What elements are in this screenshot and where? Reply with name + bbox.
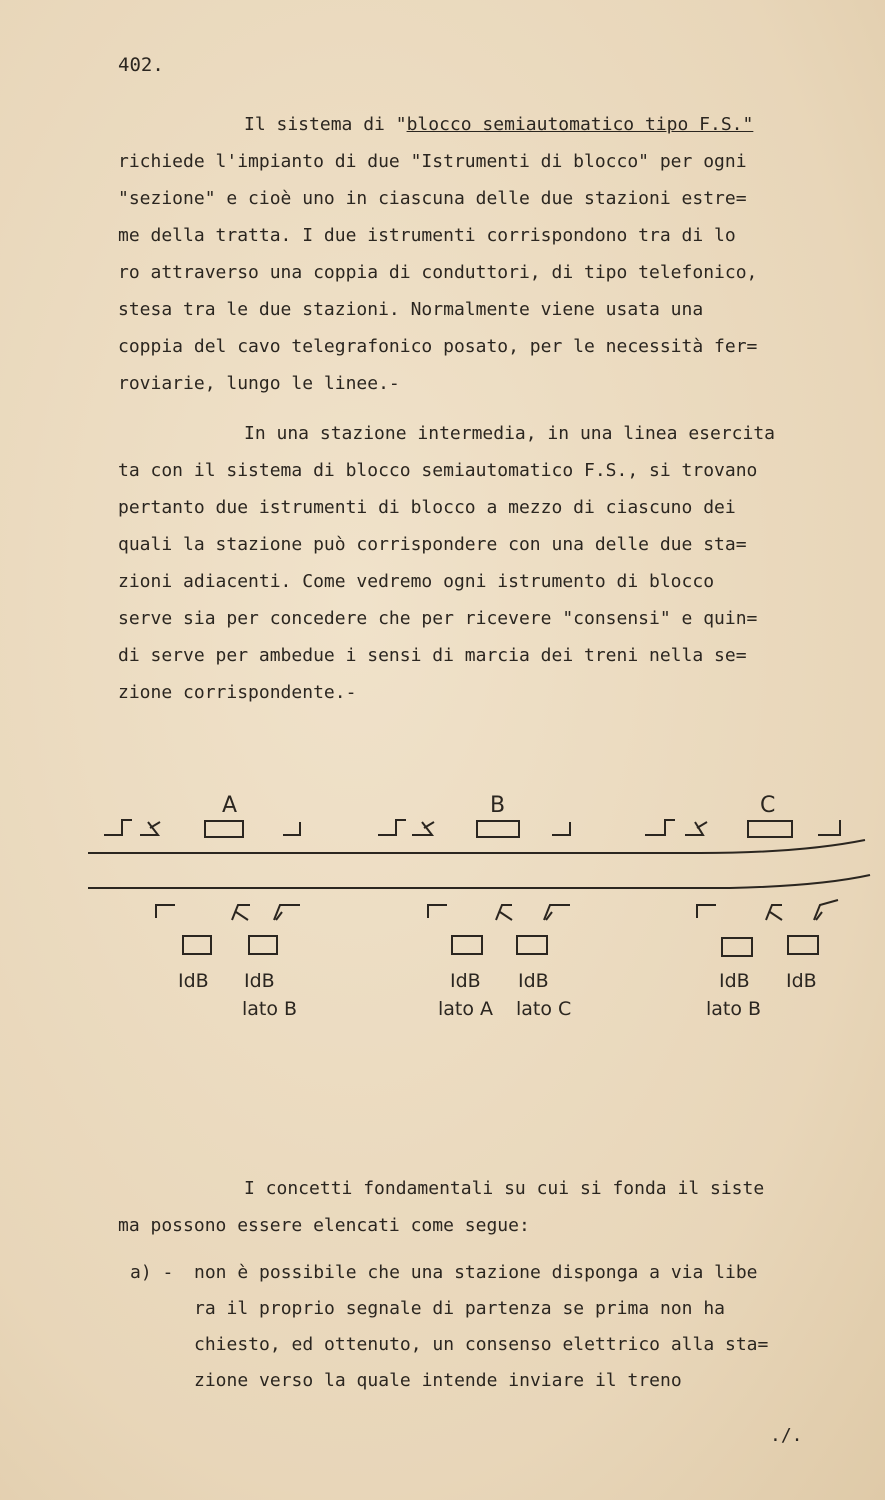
paragraph-line: ta con il sistema di blocco semiautomatico F.S., si trovano (118, 460, 758, 481)
paragraph-line: serve sia per concedere che per ricevere "consensi" e quin= (118, 608, 758, 629)
idb-label: IdB (786, 970, 817, 992)
underlined-title: blocco semiautomatico tipo F.S." (406, 114, 754, 135)
idb-label: IdB (518, 970, 549, 992)
paragraph-line: pertanto due istrumenti di blocco a mezzo di ciascuno dei (118, 497, 736, 518)
paragraph-line: ro attraverso una coppia di conduttori, di tipo telefonico, (118, 262, 758, 283)
idb-label: IdB (450, 970, 481, 992)
station-label-a: A (222, 793, 238, 818)
paragraph-line: ma possono essere elencati come segue: (118, 1215, 530, 1236)
page-number: 402. (118, 54, 164, 76)
paragraph-line: chiesto, ed ottenuto, un consenso elettrico alla sta= (194, 1334, 769, 1355)
station-a-lower-signals (156, 905, 300, 954)
paragraph-line: non è possibile che una stazione disponga a via libe (194, 1262, 758, 1283)
block-instrument-b-left (452, 936, 482, 954)
block-instrument-c-right (788, 936, 818, 954)
side-label: lato C (516, 998, 572, 1020)
block-system-diagram (0, 780, 885, 1040)
paragraph-block-system (118, 106, 858, 402)
station-c-upper-signals (645, 820, 840, 837)
idb-label: IdB (178, 970, 209, 992)
side-label: lato B (706, 998, 762, 1020)
side-label: lato A (438, 998, 494, 1020)
block-instrument-a-left (183, 936, 211, 954)
paragraph-line (118, 106, 858, 143)
text-fragment: Il sistema di " (244, 114, 407, 135)
paragraph-concepts (118, 1170, 858, 1244)
block-instrument-c-left (722, 938, 752, 956)
paragraph-line: "sezione" e cioè uno in ciascuna delle due stazioni estre= (118, 188, 747, 209)
station-a-upper-signals (104, 820, 300, 837)
station-label-b: B (490, 793, 506, 818)
paragraph-line: roviarie, lungo le linee.- (118, 373, 400, 394)
paragraph-line: zione corrispondente.- (118, 682, 357, 703)
track-line-upper (88, 840, 865, 853)
paragraph-line: zione verso la quale intende inviare il treno (194, 1370, 682, 1391)
paragraph-line: richiede l'impianto di due "Istrumenti di blocco" per ogni (118, 151, 747, 172)
paragraph-line: zioni adiacenti. Come vedremo ogni istrumento di blocco (118, 571, 715, 592)
station-b-lower-signals (428, 905, 570, 954)
station-label-c: C (760, 793, 776, 818)
paragraph-line: In una stazione intermedia, in una linea esercita (244, 423, 776, 444)
idb-label: IdB (719, 970, 750, 992)
paragraph-line: me della tratta. I due istrumenti corrispondono tra di lo (118, 225, 736, 246)
paragraph-line: I concetti fondamentali su cui si fonda il siste (244, 1178, 765, 1199)
list-item-body (194, 1255, 768, 1399)
list-item-label: a) - (130, 1262, 174, 1283)
paragraph-line: di serve per ambedue i sensi di marcia dei treni nella se= (118, 645, 747, 666)
idb-label: IdB (244, 970, 275, 992)
block-instrument-b-right (517, 936, 547, 954)
station-c-lower-signals (697, 900, 838, 956)
station-b-upper-signals (378, 820, 570, 837)
paragraph-line: stesa tra le due stazioni. Normalmente viene usata una (118, 299, 704, 320)
track-line-lower (88, 875, 870, 888)
block-instrument-a-right (249, 936, 277, 954)
paragraph-intermediate-station (118, 415, 858, 711)
paragraph-line: ra il proprio segnale di partenza se prima non ha (194, 1298, 726, 1319)
paragraph-line: quali la stazione può corrispondere con una delle due sta= (118, 534, 747, 555)
paragraph-line: coppia del cavo telegrafonico posato, per le necessità fer= (118, 336, 758, 357)
side-label: lato B (242, 998, 298, 1020)
continuation-mark: ./. (770, 1425, 803, 1446)
